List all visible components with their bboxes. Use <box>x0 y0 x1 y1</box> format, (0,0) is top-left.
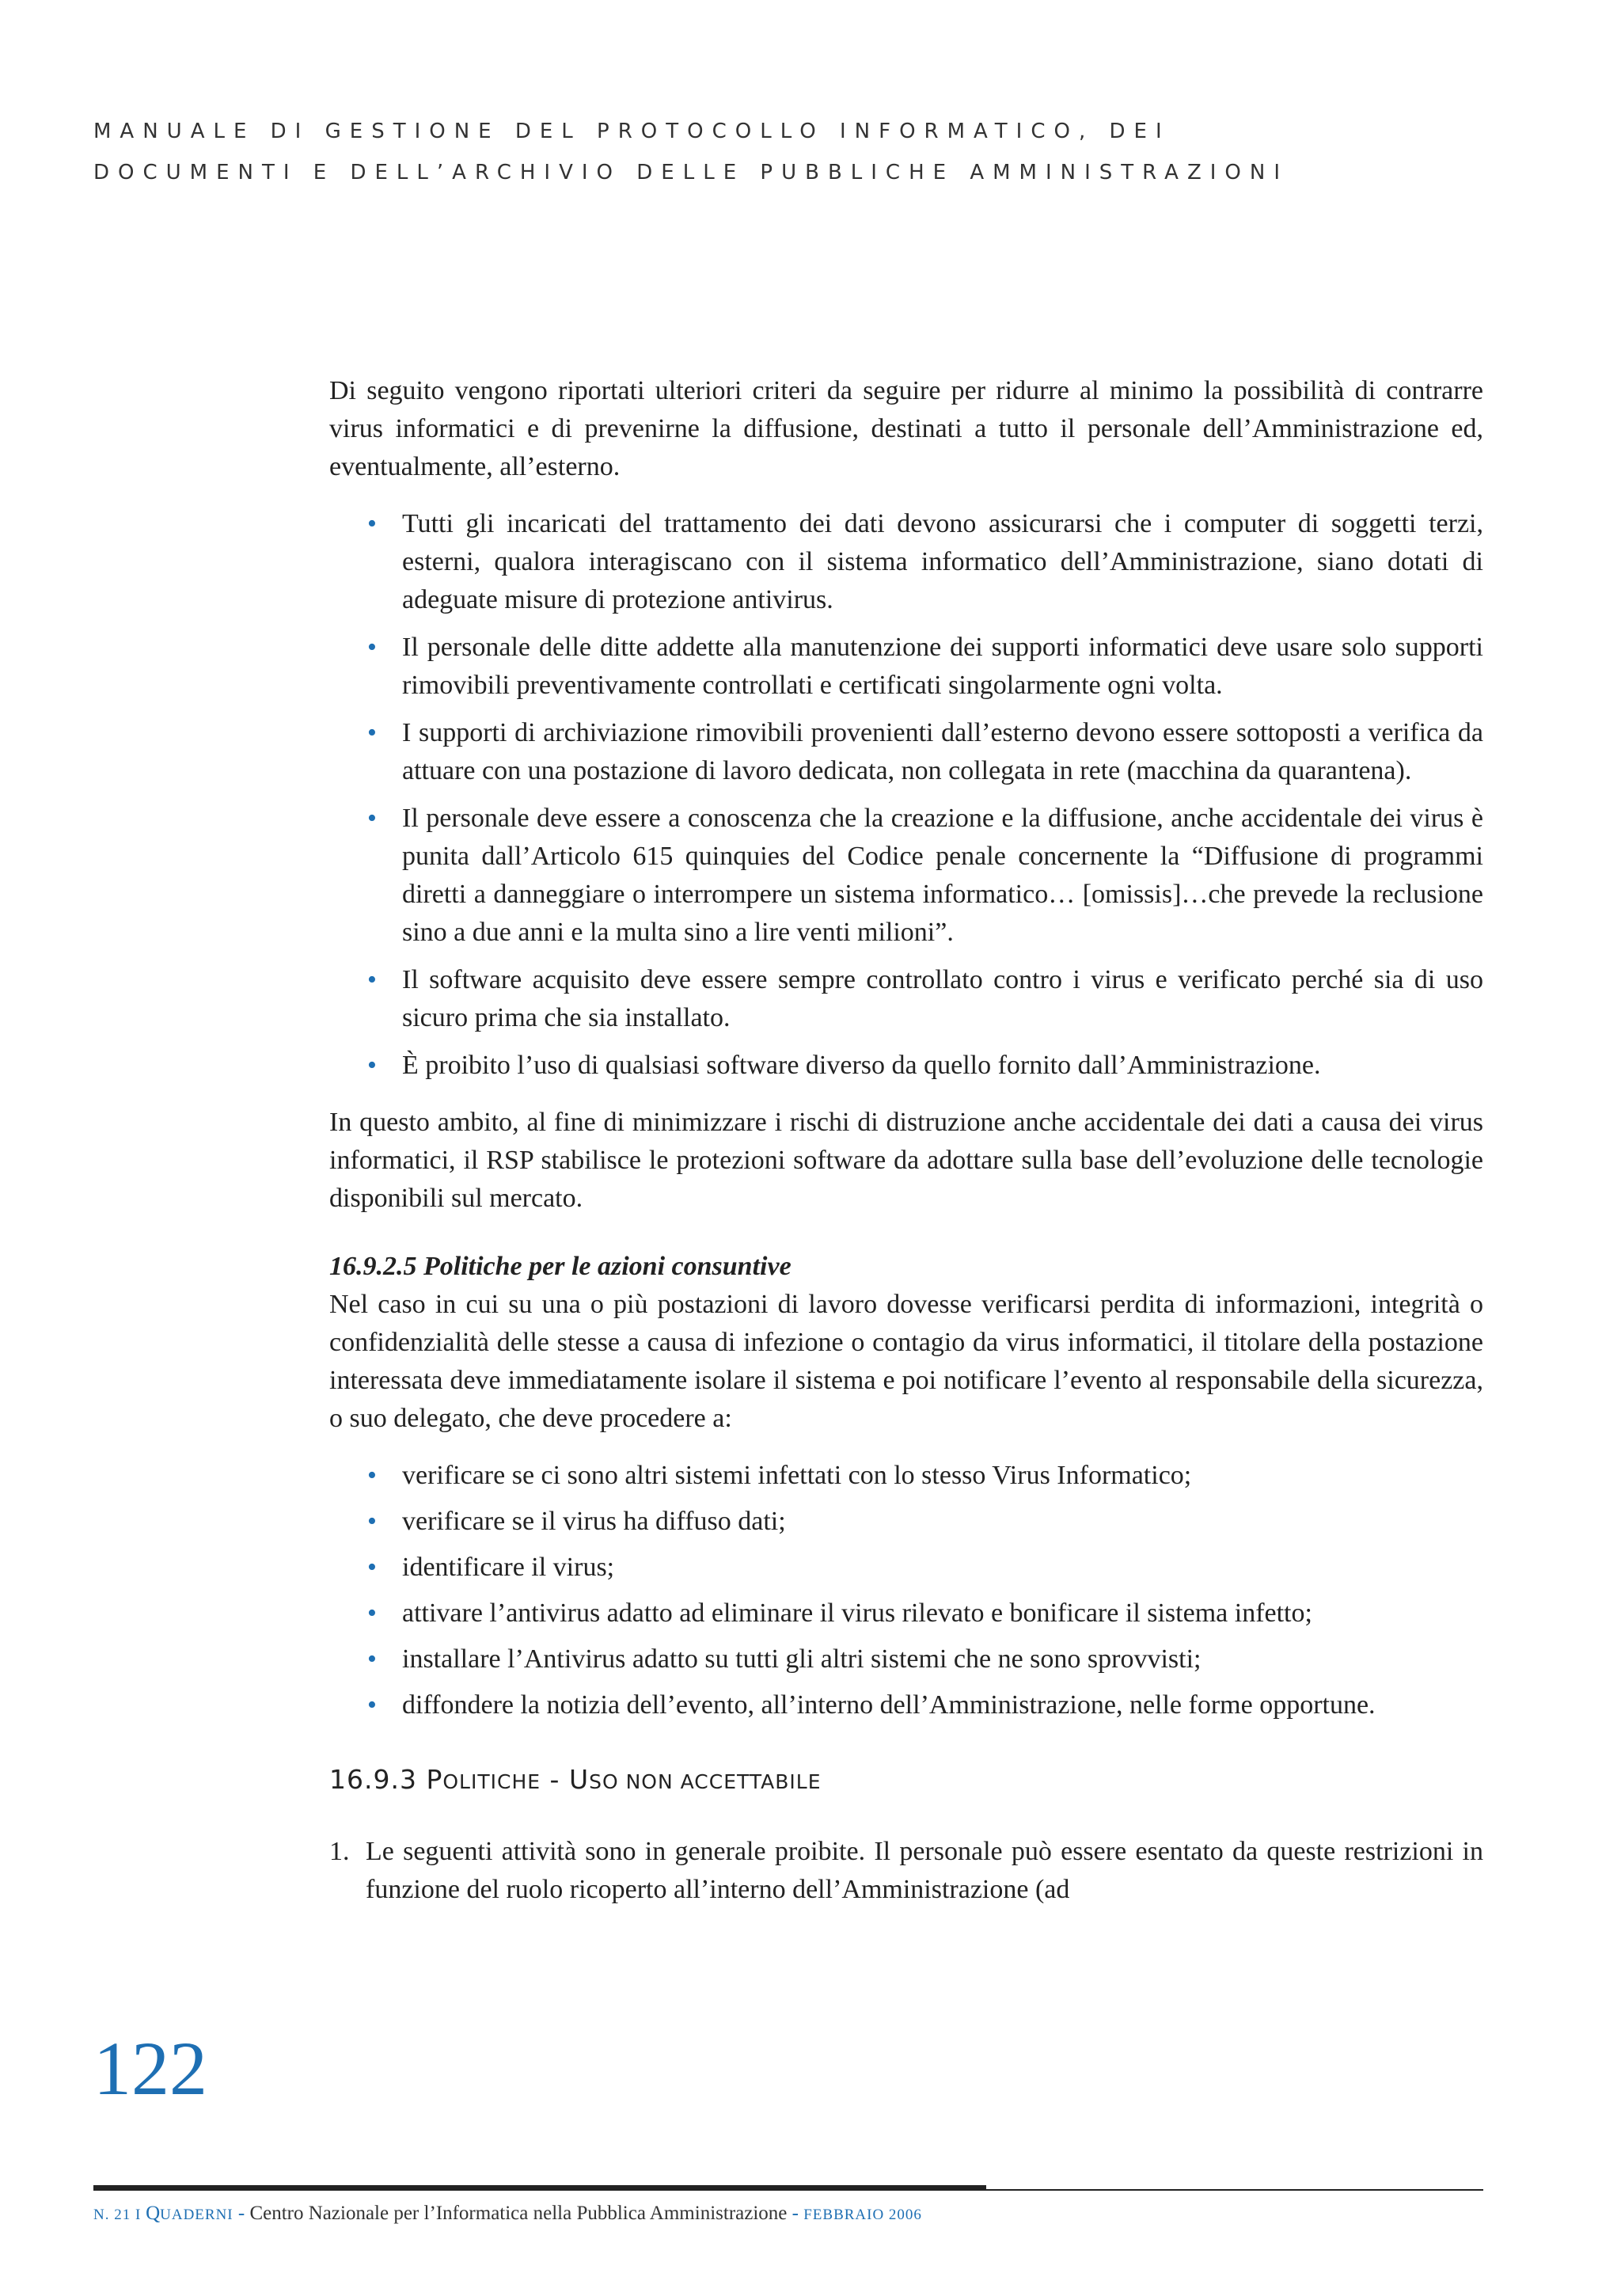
running-header <box>93 111 1518 193</box>
footer-dash-1: - <box>233 2203 250 2224</box>
footer-sep: I <box>131 2207 146 2223</box>
section-title-p-rest: OLITICHE <box>442 1770 541 1793</box>
footer-rule-thin <box>986 2189 1483 2191</box>
section-title-u-rest: SO NON ACCETTABILE <box>589 1770 822 1793</box>
list-item: • I supporti di archiviazione rimovibili provenienti dall’esterno devono essere sottoposti a verifica da attuare con una postazione di lavoro dedicata, non collegata in rete (macchina da quarantena). <box>329 714 1483 790</box>
list-item: • diffondere la notizia dell’evento, all’interno dell’Amministrazione, nelle forme opportune. <box>329 1686 1483 1724</box>
list-item: • Il software acquisito deve essere sempre controllato contro i virus e verificato perché sia di uso sicuro prima che sia installato. <box>329 961 1483 1037</box>
list-item-number: 1. <box>329 1837 350 1866</box>
main-text <box>329 372 1483 1909</box>
list-item: • Il personale deve essere a conoscenza che la creazione e la diffusione, anche accidentale dei virus è punita dall’Articolo 615 quinquies del Codice penale concernente la “Diffusione di programmi diretti a danneggiare o interrompere un sistema informatico… [omissis]…che prevede la reclusione sino a due anni e la multa sino a lire venti milioni”. <box>329 800 1483 952</box>
list-item: • Il personale delle ditte addette alla manutenzione dei supporti informatici deve usare solo supporti rimovibili preventivamente controllati e certificati singolarmente ogni volta. <box>329 629 1483 705</box>
list-item: • Tutti gli incaricati del trattamento dei dati devono assicurarsi che i computer di soggetti terzi, esterni, qualora interagiscano con il sistema informatico dell’Amministrazione, siano dotati di adeguate misure di protezione antivirus. <box>329 505 1483 619</box>
antivirus-criteria-list <box>329 505 1483 1085</box>
list-item: • verificare se ci sono altri sistemi infettati con lo stesso Virus Informatico; <box>329 1457 1483 1495</box>
section-heading <box>329 1761 1483 1801</box>
list-item: • identificare il virus; <box>329 1549 1483 1587</box>
prohibited-activities-list <box>329 1833 1483 1909</box>
footer <box>93 2203 922 2225</box>
section-number: 16.9.3 <box>329 1764 417 1795</box>
list-item: • È proibito l’uso di qualsiasi software diverso da quello fornito dall’Amministrazione. <box>329 1047 1483 1085</box>
footer-quaderni-initial: Q <box>146 2203 161 2224</box>
subsection-heading: 16.9.2.5 Politiche per le azioni consuntive <box>329 1252 792 1281</box>
running-header-line-2: DOCUMENTI E DELL’ARCHIVIO DELLE PUBBLICHE AMMINISTRAZIONI <box>93 161 1289 184</box>
running-header-line-1: MANUALE DI GESTIONE DEL PROTOCOLLO INFORMATICO, DEI <box>93 120 1171 143</box>
footer-dash-2: - <box>787 2203 804 2224</box>
list-item: • verificare se il virus ha diffuso dati; <box>329 1503 1483 1541</box>
list-item: • installare l’Antivirus adatto su tutti gli altri sistemi che ne sono sprovvisti; <box>329 1640 1483 1678</box>
list-item: • attivare l’antivirus adatto ad eliminare il virus rilevato e bonificare il sistema infetto; <box>329 1595 1483 1633</box>
section-title-p: P <box>426 1764 443 1795</box>
page-number: 122 <box>93 2026 207 2111</box>
footer-issue: N. 21 <box>93 2207 131 2223</box>
protection-paragraph: In questo ambito, al fine di minimizzare i rischi di distruzione anche accidentale dei dati a causa dei virus informatici, il RSP stabilisce le protezioni software da adottare sulla base dell’evoluzione delle tecnologie disponibili sul mercato. <box>329 1108 1483 1213</box>
section-title-u: U <box>568 1764 590 1795</box>
footer-date: FEBBRAIO 2006 <box>803 2207 922 2223</box>
intro-paragraph: Di seguito vengono riportati ulteriori criteri da seguire per ridurre al minimo la possibilità di contrarre virus informatici e di prevenirne la diffusione, destinati a tutto il personale dell’Amministrazione ed, eventualmente, all’esterno. <box>329 376 1483 481</box>
incident-actions-list <box>329 1457 1483 1724</box>
footer-center-name: Centro Nazionale per l’Informatica nella Pubblica Amministrazione <box>249 2203 788 2224</box>
list-item <box>329 1833 1483 1909</box>
footer-quaderni-rest: UADERNI <box>160 2207 233 2223</box>
footer-rule-thick <box>93 2185 986 2191</box>
section-title-dash: - <box>541 1764 569 1795</box>
incident-paragraph: Nel caso in cui su una o più postazioni di lavoro dovesse verificarsi perdita di informazioni, integrità o confidenzialità delle stesse a causa di infezione o contagio da virus informatici, il titolare della postazione interessata deve immediatamente isolare il sistema e poi notificare l’evento al responsabile della sicurezza, o suo delegato, che deve procedere a: <box>329 1290 1483 1433</box>
list-item-text: Le seguenti attività sono in generale proibite. Il personale può essere esentato da queste restrizioni in funzione del ruolo ricoperto all’interno dell’Amministrazione (ad <box>366 1837 1483 1904</box>
